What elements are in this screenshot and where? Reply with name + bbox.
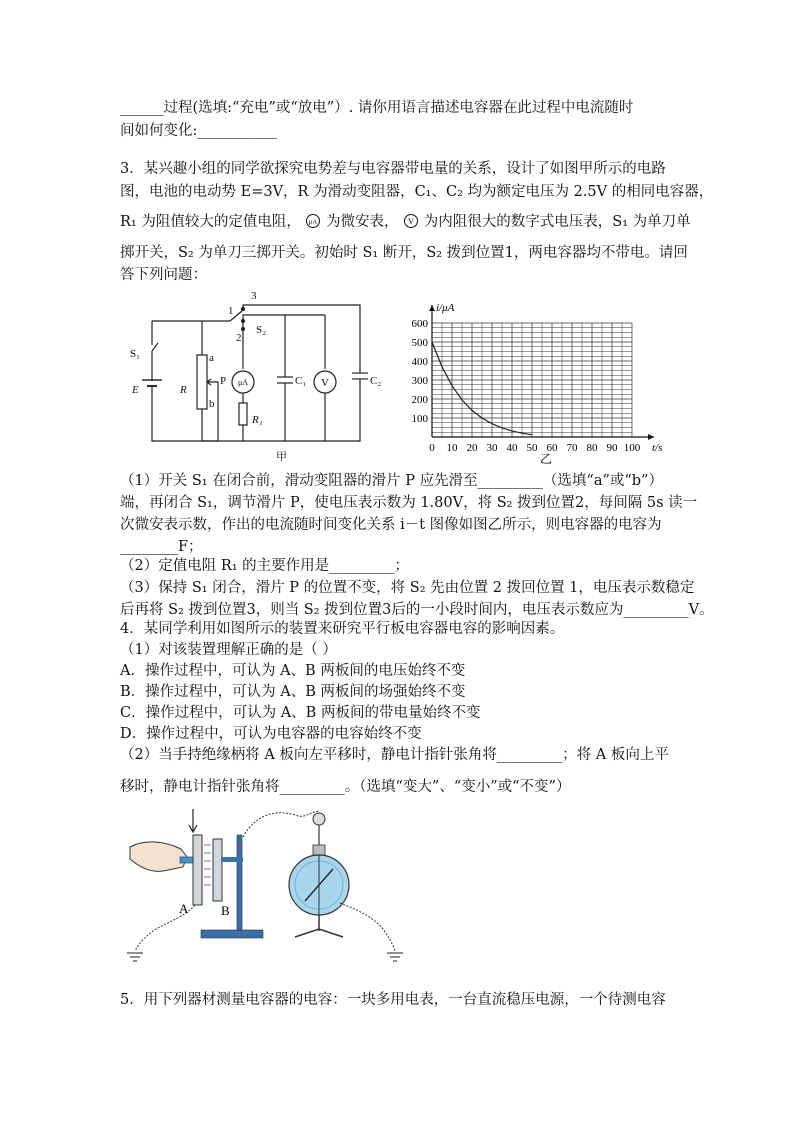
label-plate-A: A <box>179 901 189 916</box>
intro-line-1: ______过程(选填:“充电”或“放电”）. 请你用语言描述电容器在此过程中电流随时 <box>120 100 634 116</box>
label-V: V <box>321 377 329 389</box>
q3-sub1-line-2: 端，再闭合 S₁，调节滑片 P，使电压表示数为 1.80V，将 S₂ 拨到位置2，每间隔 5s 读一 <box>120 495 698 511</box>
chart-ylabel: i/μA <box>436 302 455 314</box>
q4-option-c: C．操作过程中，可认为 A、B 两板间的带电量始终不变 <box>120 705 481 721</box>
x-tick-label: 90 <box>606 442 618 454</box>
label-R: R <box>180 384 187 396</box>
q4-option-a: A．操作过程中，可认为 A、B 两板间的电压始终不变 <box>120 663 466 679</box>
label-C2: C₂ <box>370 375 382 387</box>
x-tick-label: 60 <box>546 442 558 454</box>
capacitor-apparatus-illustration <box>125 805 425 970</box>
label-E: E <box>132 384 139 396</box>
intro-line-2: 间如何变化:___________ <box>120 123 278 139</box>
chart-caption: 乙 <box>540 452 553 465</box>
x-tick-label: 40 <box>506 442 518 454</box>
label-R1: R₁ <box>252 414 263 426</box>
electrometer-knob-icon <box>313 813 325 825</box>
q3-line-5: 答下列问题： <box>120 267 207 283</box>
q3-line-1: 3．某兴趣小组的同学欲探究电势差与电容器带电量的关系，设计了如图甲所示的电路 <box>120 161 666 177</box>
y-tick-label: 600 <box>411 318 428 330</box>
label-plate-B: B <box>221 903 230 918</box>
hand-icon <box>130 842 187 871</box>
x-tick-label: 0 <box>429 442 435 454</box>
ground-icon <box>387 953 403 961</box>
chart-xlabel: t/s <box>652 442 663 454</box>
chart-axes <box>429 305 654 440</box>
x-tick-label: 10 <box>446 442 458 454</box>
y-tick-label: 300 <box>411 375 428 387</box>
label-S2: S₂ <box>256 324 266 336</box>
y-tick-label: 100 <box>411 413 428 425</box>
label-P: P <box>220 375 227 387</box>
q3-sub1-line-3: 次微安表示数，作出的电流随时间变化关系 i－t 图像如图乙所示，则电容器的电容为 <box>120 517 662 533</box>
q3-line-3b: 为微安表， <box>326 214 399 230</box>
q4-sub2-line-2: 移时，静电计指针张角将_________。（选填“变大”、“变小”或“不变”） <box>120 779 571 795</box>
x-axis-arrow <box>648 434 654 440</box>
label-uA: μA <box>237 378 249 387</box>
current-time-chart <box>400 293 680 465</box>
q4-line-1: 4．某同学利用如图所示的装置来研究平行板电容器电容的影响因素。 <box>120 621 565 637</box>
y-axis-arrow <box>429 305 435 311</box>
x-tick-label: 100 <box>623 442 641 454</box>
q3-sub3-line-1: （3）保持 S₁ 闭合，滑片 P 的位置不变，将 S₂ 先由位置 2 拨回位置 1，电压表示数稳定 <box>120 580 695 596</box>
q4-option-d: D．操作过程中，可认为电容器的电容始终不变 <box>120 726 422 742</box>
V-symbol-text: V <box>408 217 415 226</box>
voltmeter-icon <box>403 213 419 229</box>
x-tick-label: 50 <box>526 442 538 454</box>
label-a: a <box>209 352 214 364</box>
chart-grid <box>432 323 632 437</box>
label-pos3: 3 <box>251 290 257 302</box>
y-tick-label: 400 <box>411 356 428 368</box>
q4-line-2: （1）对该装置理解正确的是（ ） <box>120 642 337 658</box>
label-C1: C₁ <box>295 375 307 387</box>
plate-A <box>193 835 202 905</box>
label-b: b <box>209 398 215 410</box>
q3-line-3a: R₁ 为阻值较大的定值电阻， <box>120 214 301 230</box>
label-pos1: 1 <box>228 305 234 317</box>
label-S1: S₁ <box>130 348 140 360</box>
label-pos2: 2 <box>236 332 242 344</box>
q3-sub1-line-1: （1）开关 S₁ 在闭合前，滑动变阻器的滑片 P 应先滑至_________（选填“a”或“b”） <box>120 473 663 489</box>
y-tick-label: 200 <box>411 394 428 406</box>
circuit-caption: 甲 <box>276 451 287 463</box>
circuit-diagram <box>120 285 390 465</box>
q3-sub2: （2）定值电阻 R₁ 的主要作用是_________； <box>120 558 409 574</box>
x-tick-label: 80 <box>586 442 598 454</box>
q5-line-1: 5．用下列器材测量电容器的电容：一块多用电表，一台直流稳压电源，一个待测电容 <box>120 992 666 1008</box>
q3-line-3c: 为内阻很大的数字式电压表，S₁ 为单刀单 <box>423 214 691 230</box>
plate-B <box>213 839 222 901</box>
ground-icon <box>127 953 143 961</box>
x-tick-label: 20 <box>466 442 478 454</box>
x-tick-label: 70 <box>566 442 578 454</box>
q4-option-b: B．操作过程中，可认为 A、B 两板间的场强始终不变 <box>120 684 466 700</box>
q3-line-3 <box>120 212 690 232</box>
x-tick-label: 30 <box>486 442 498 454</box>
uA-symbol-text: μA <box>309 218 318 226</box>
q3-line-4: 掷开关，S₂ 为单刀三掷开关。初始时 S₁ 断开，S₂ 拨到位置1，两电容器均不带电。请回 <box>120 245 688 261</box>
q3-line-2: 图，电池的电动势 E=3V，R 为滑动变阻器，C₁、C₂ 均为额定电压为 2.5V 的相同电容器， <box>120 184 714 200</box>
q3-sub3-line-2: 后再将 S₂ 拨到位置3，则当 S₂ 拨到位置3后的一小段时间内，电压表示数应为_________V。 <box>120 602 714 618</box>
q3-sub1-line-4: ________F； <box>120 539 203 555</box>
microammeter-icon <box>305 213 321 229</box>
y-tick-label: 500 <box>411 337 428 349</box>
q4-sub2-line-1: （2）当手持绝缘柄将 A 板向左平移时，静电计指针张角将_________；将 A 板向上平 <box>120 747 669 763</box>
